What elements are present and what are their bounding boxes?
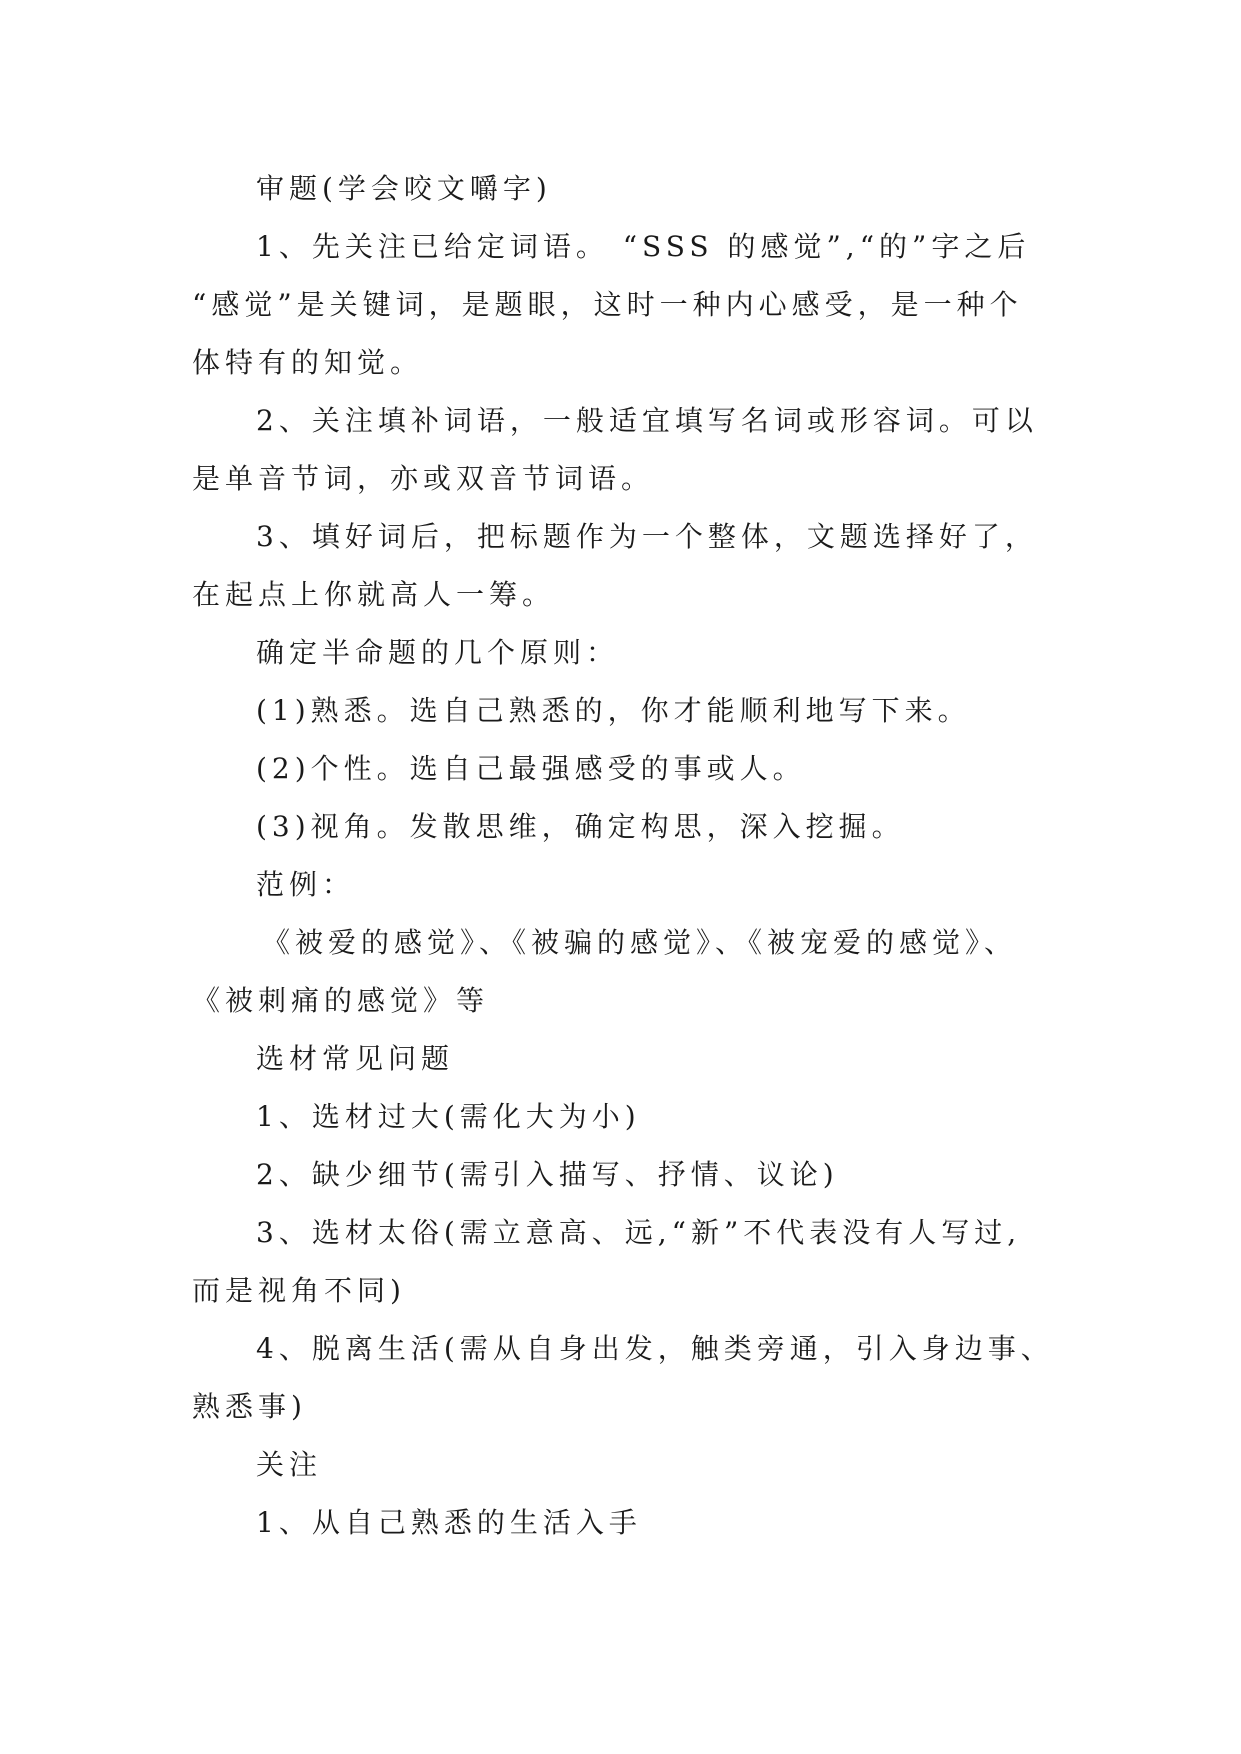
text-line: 选材常见问题 [256, 1042, 455, 1075]
example-titles [192, 914, 1062, 1030]
text-line: 在起点上你就高人一筹。 [192, 578, 556, 611]
text-line: (1)熟悉。选自己熟悉的，你才能顺利地写下来。 [256, 694, 971, 727]
text-line: 2、缺少细节(需引入描写、抒情、议论) [256, 1158, 839, 1191]
principle-personality [192, 740, 1062, 798]
text-line: 4、脱离生活(需从自身出发，触类旁通，引入身边事、 [256, 1332, 1054, 1365]
text-line: “感觉”是关键词，是题眼，这时一种内心感受，是一种个 [192, 288, 1023, 321]
text-line: 确定半命题的几个原则： [256, 636, 620, 669]
paragraph-item-2 [192, 392, 1062, 508]
paragraph-item-1 [192, 218, 1062, 392]
text-line: 2、关注填补词语，一般适宜填写名词或形容词。可以 [256, 404, 1038, 437]
focus-item-1 [192, 1494, 1062, 1552]
text-line: 体特有的知觉。 [192, 346, 424, 379]
text-line: 3、选材太俗(需立意高、远,“新”不代表没有人写过, [256, 1216, 1022, 1249]
text-line: (3)视角。发散思维，确定构思，深入挖掘。 [256, 810, 905, 843]
text-line: 熟悉事) [192, 1390, 307, 1423]
text-line: 关注 [256, 1448, 323, 1481]
issue-too-common [192, 1204, 1062, 1320]
text-line: 3、填好词后，把标题作为一个整体，文题选择好了， [256, 520, 1038, 553]
heading-focus [192, 1436, 1062, 1494]
text-line: 审题(学会咬文嚼字) [256, 172, 552, 205]
heading-material-issues [192, 1030, 1062, 1088]
paragraph-item-3 [192, 508, 1062, 624]
issue-detached-from-life [192, 1320, 1062, 1436]
text-line: 1、从自己熟悉的生活入手 [256, 1506, 642, 1539]
text-line: 而是视角不同) [192, 1274, 406, 1307]
text-line: 范例： [256, 868, 356, 901]
text-line: 是单音节词，亦或双音节词语。 [192, 462, 655, 495]
text-line: 1、先关注已给定词语。 “SSS 的感觉”,“的”字之后 [256, 230, 1031, 263]
heading-examples [192, 856, 1062, 914]
principle-familiar [192, 682, 1062, 740]
issue-too-big [192, 1088, 1062, 1146]
issue-lack-detail [192, 1146, 1062, 1204]
text-line: 1、选材过大(需化大为小) [256, 1100, 641, 1133]
principle-perspective [192, 798, 1062, 856]
text-line: 《被爱的感觉》、《被骗的感觉》、《被宠爱的感觉》、 [262, 926, 1018, 959]
document-body [192, 160, 1062, 1552]
heading-shenti [192, 160, 1062, 218]
text-line: 《被刺痛的感觉》等 [192, 984, 490, 1017]
text-line: (2)个性。选自己最强感受的事或人。 [256, 752, 806, 785]
heading-principles [192, 624, 1062, 682]
